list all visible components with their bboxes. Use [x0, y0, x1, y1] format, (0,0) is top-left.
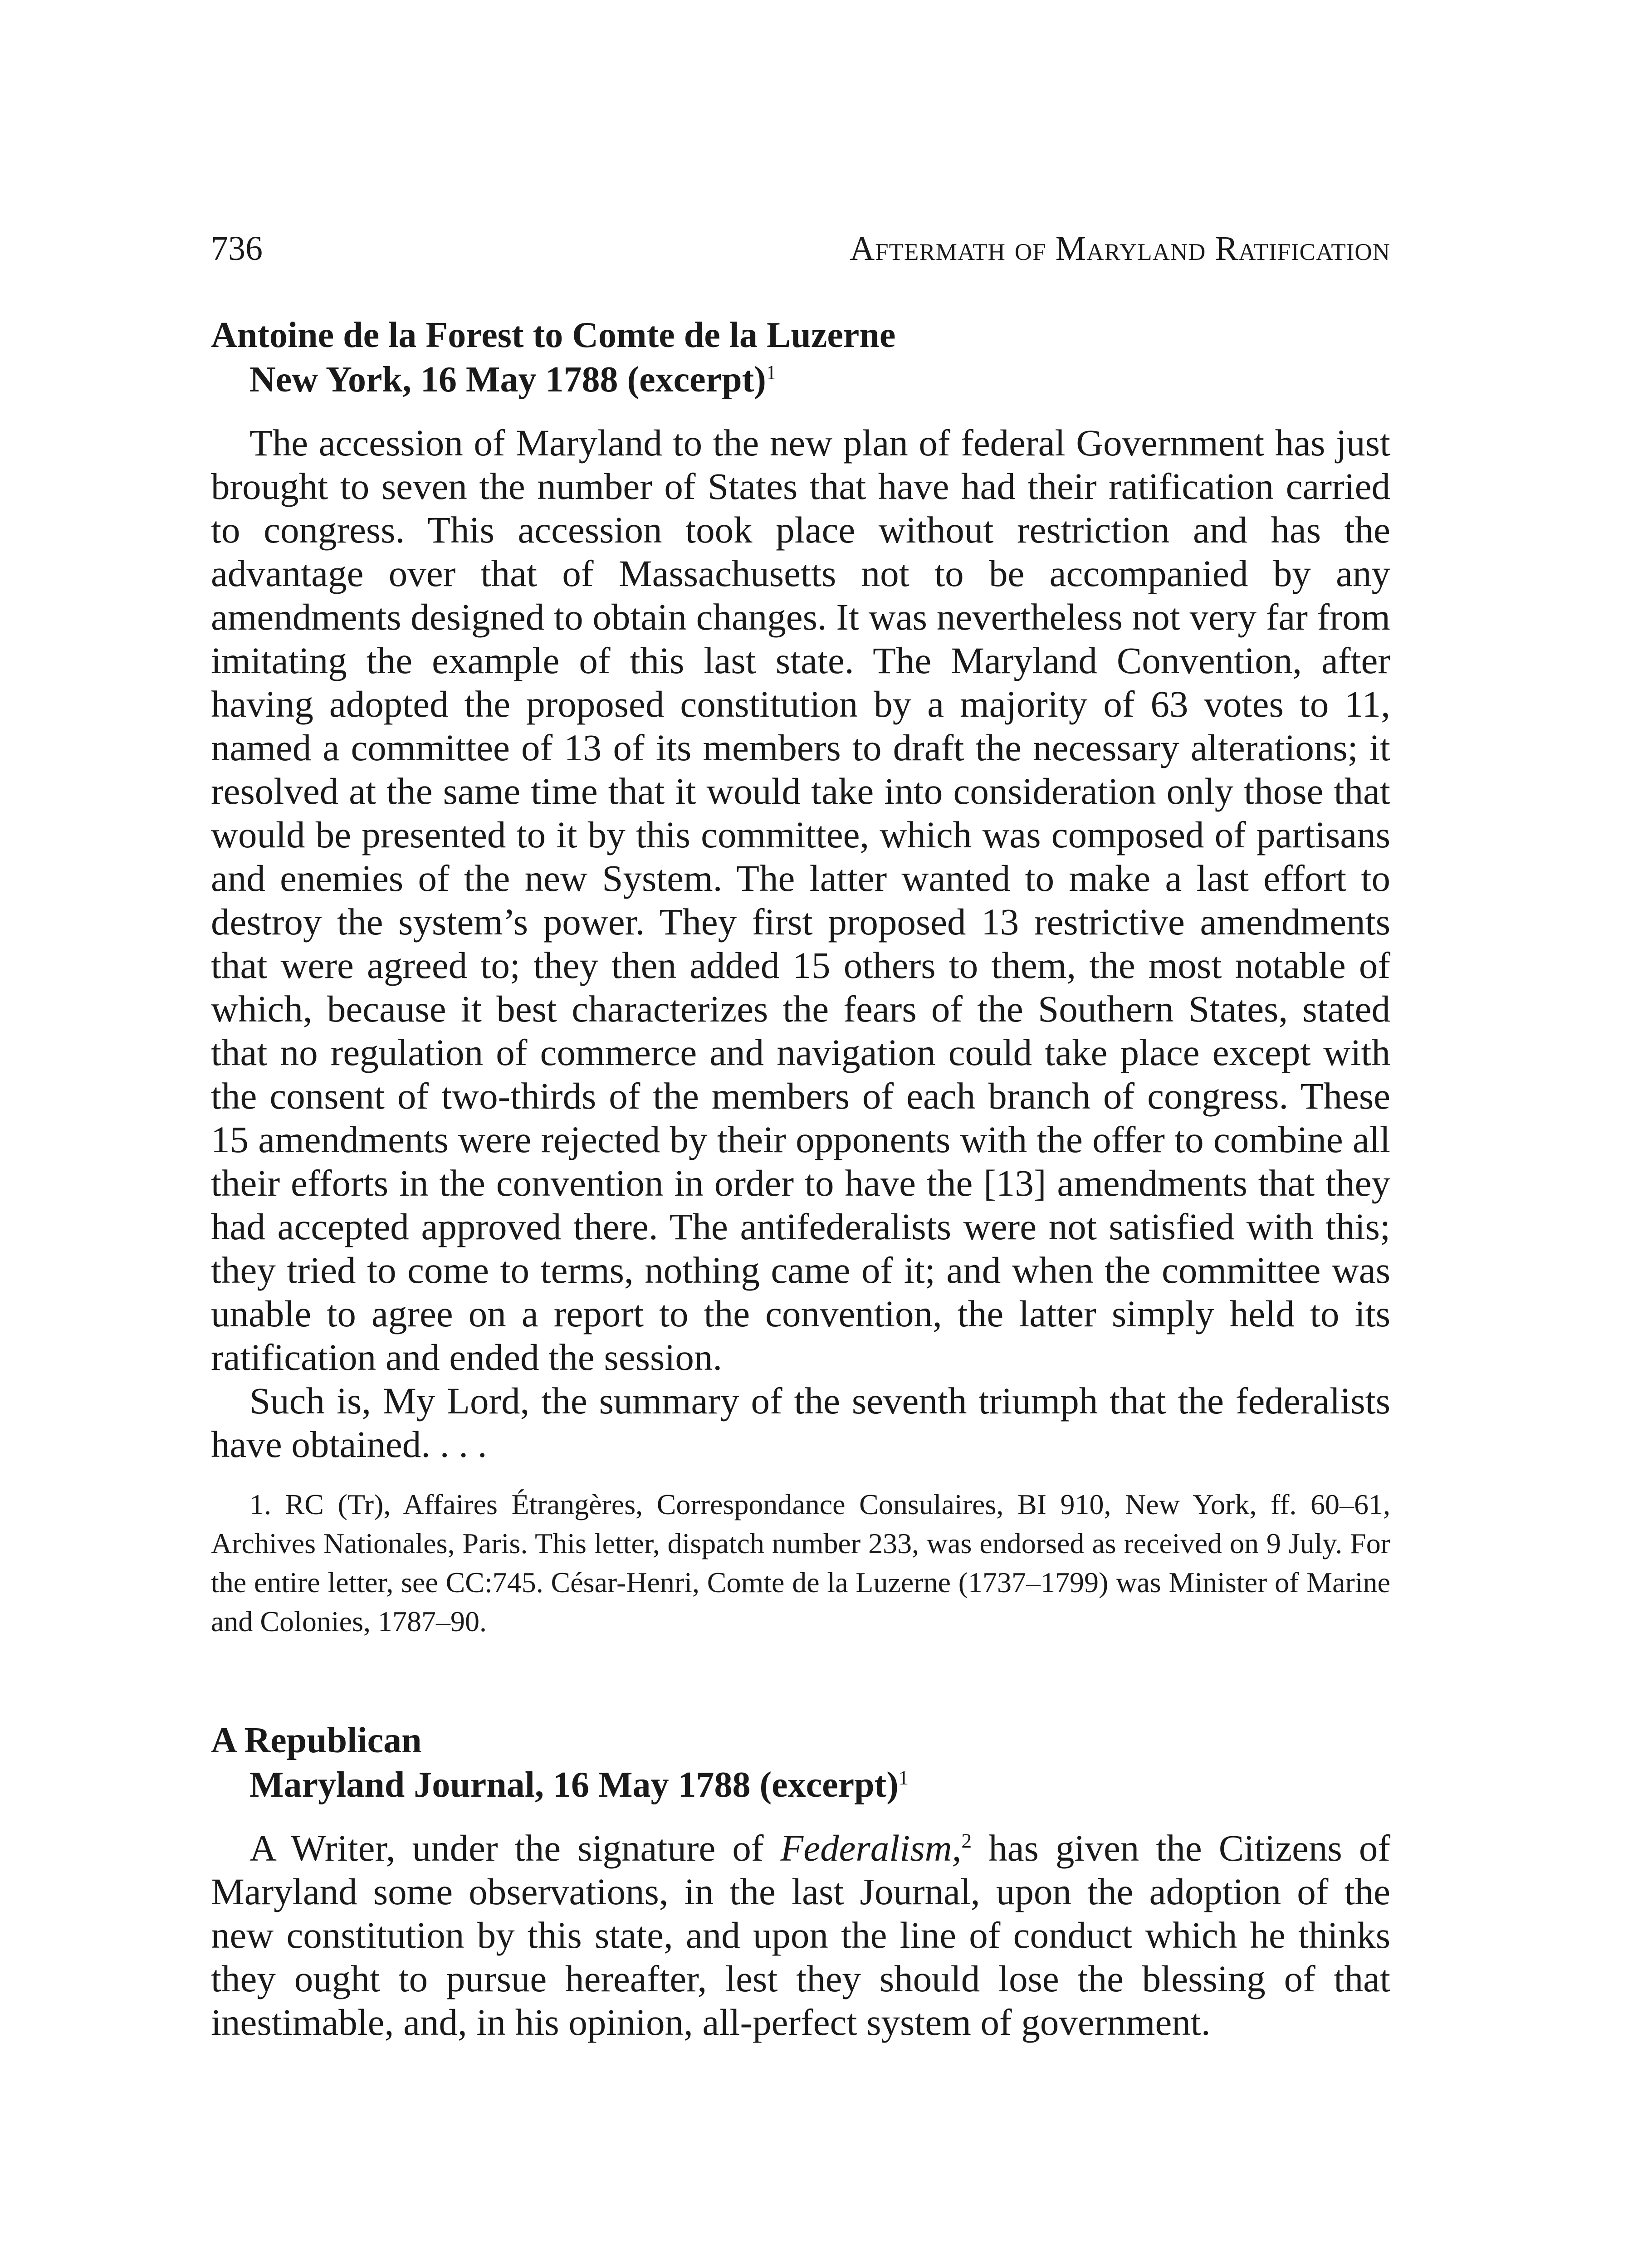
heading-place-date-line: [211, 1763, 1390, 1807]
footnote-ref: 1: [898, 1766, 909, 1789]
body-paragraph: Such is, My Lord, the summary of the seventh triumph that the federalists have obtained. . . .: [211, 1380, 1390, 1465]
page-number: 736: [211, 230, 263, 268]
footnote-ref: 2: [961, 1829, 972, 1853]
paragraph-text-rest: has given the Citizens of Maryland some observations, in the last Journal, upon the adoption of the new constitution by this state, and upon the line of conduct which he thinks they ought to pursue hereafter, lest they should lose the blessing of that inestimable, and, in his opinion, all-perfect system of government.: [211, 1827, 1390, 2043]
main-content: [211, 313, 1390, 2044]
running-title: Aftermath of Maryland Ratification: [850, 230, 1390, 268]
body-paragraph: The accession of Maryland to the new plan of federal Government has just brought to seven the number of States that have had their ratification carried to congress. This accession took place without restriction and has the advantage over that of Massachusetts not to be accompanied by any amendments designed to obtain changes. It was nevertheless not very far from imitating the example of this last state. The Maryland Convention, after having adopted the proposed constitution by a majority of 63 votes to 11, named a committee of 13 of its members to draft the necessary alterations; it resolved at the same time that it would take into consideration only those that would be presented to it by this committee, which was composed of partisans and enemies of the new System. The latter wanted to make a last effort to destroy the system’s power. They first proposed 13 restrictive amendments that were agreed to; they then added 15 others to them, the most notable of which, because it best characterizes the fears of the Southern States, stated that no regulation of commerce and navigation could take place except with the consent of two-thirds of the members of each branch of congress. These 15 amendments were rejected by their opponents with the offer to combine all their efforts in the convention in order to have the [13] amendments that they had accepted approved there. The antifederalists were not satisfied with this; they tried to come to terms, nothing came of it; and when the committee was unable to agree on a report to the convention, the latter simply held to its ratification and ended the session.: [211, 422, 1390, 1378]
footnote: 1. RC (Tr), Affaires Étrangères, Correspondance Consulaires, BI 910, New York, ff. 60–61, Archives Nationales, Paris. This letter, dispatch number 233, was endorsed as received on 9 July. For the entire letter, see CC:745. César-Henri, Comte de la Luzerne (1737–1799) was Minister of Marine and Colonies, 1787–90.: [211, 1488, 1390, 1637]
document-heading: [211, 313, 1390, 402]
document-forest-letter: [211, 313, 1390, 1641]
running-head: [211, 229, 1390, 279]
footnote-ref: 1: [766, 361, 776, 384]
heading-author-line: Antoine de la Forest to Comte de la Luzerne: [211, 315, 896, 355]
heading-author-line: A Republican: [211, 1721, 422, 1760]
heading-place-date-line: [211, 357, 1390, 402]
document-heading: [211, 1718, 1390, 1807]
heading-place-date-text: Maryland Journal, 16 May 1788 (excerpt): [249, 1765, 899, 1805]
body-paragraph: [211, 1826, 1390, 2044]
paragraph-text-start: A Writer, under the signature of: [249, 1827, 781, 1869]
document-republican: [211, 1718, 1390, 2044]
italic-signature: Federalism,: [780, 1827, 962, 1869]
heading-place-date-text: New York, 16 May 1788 (excerpt): [249, 360, 766, 400]
